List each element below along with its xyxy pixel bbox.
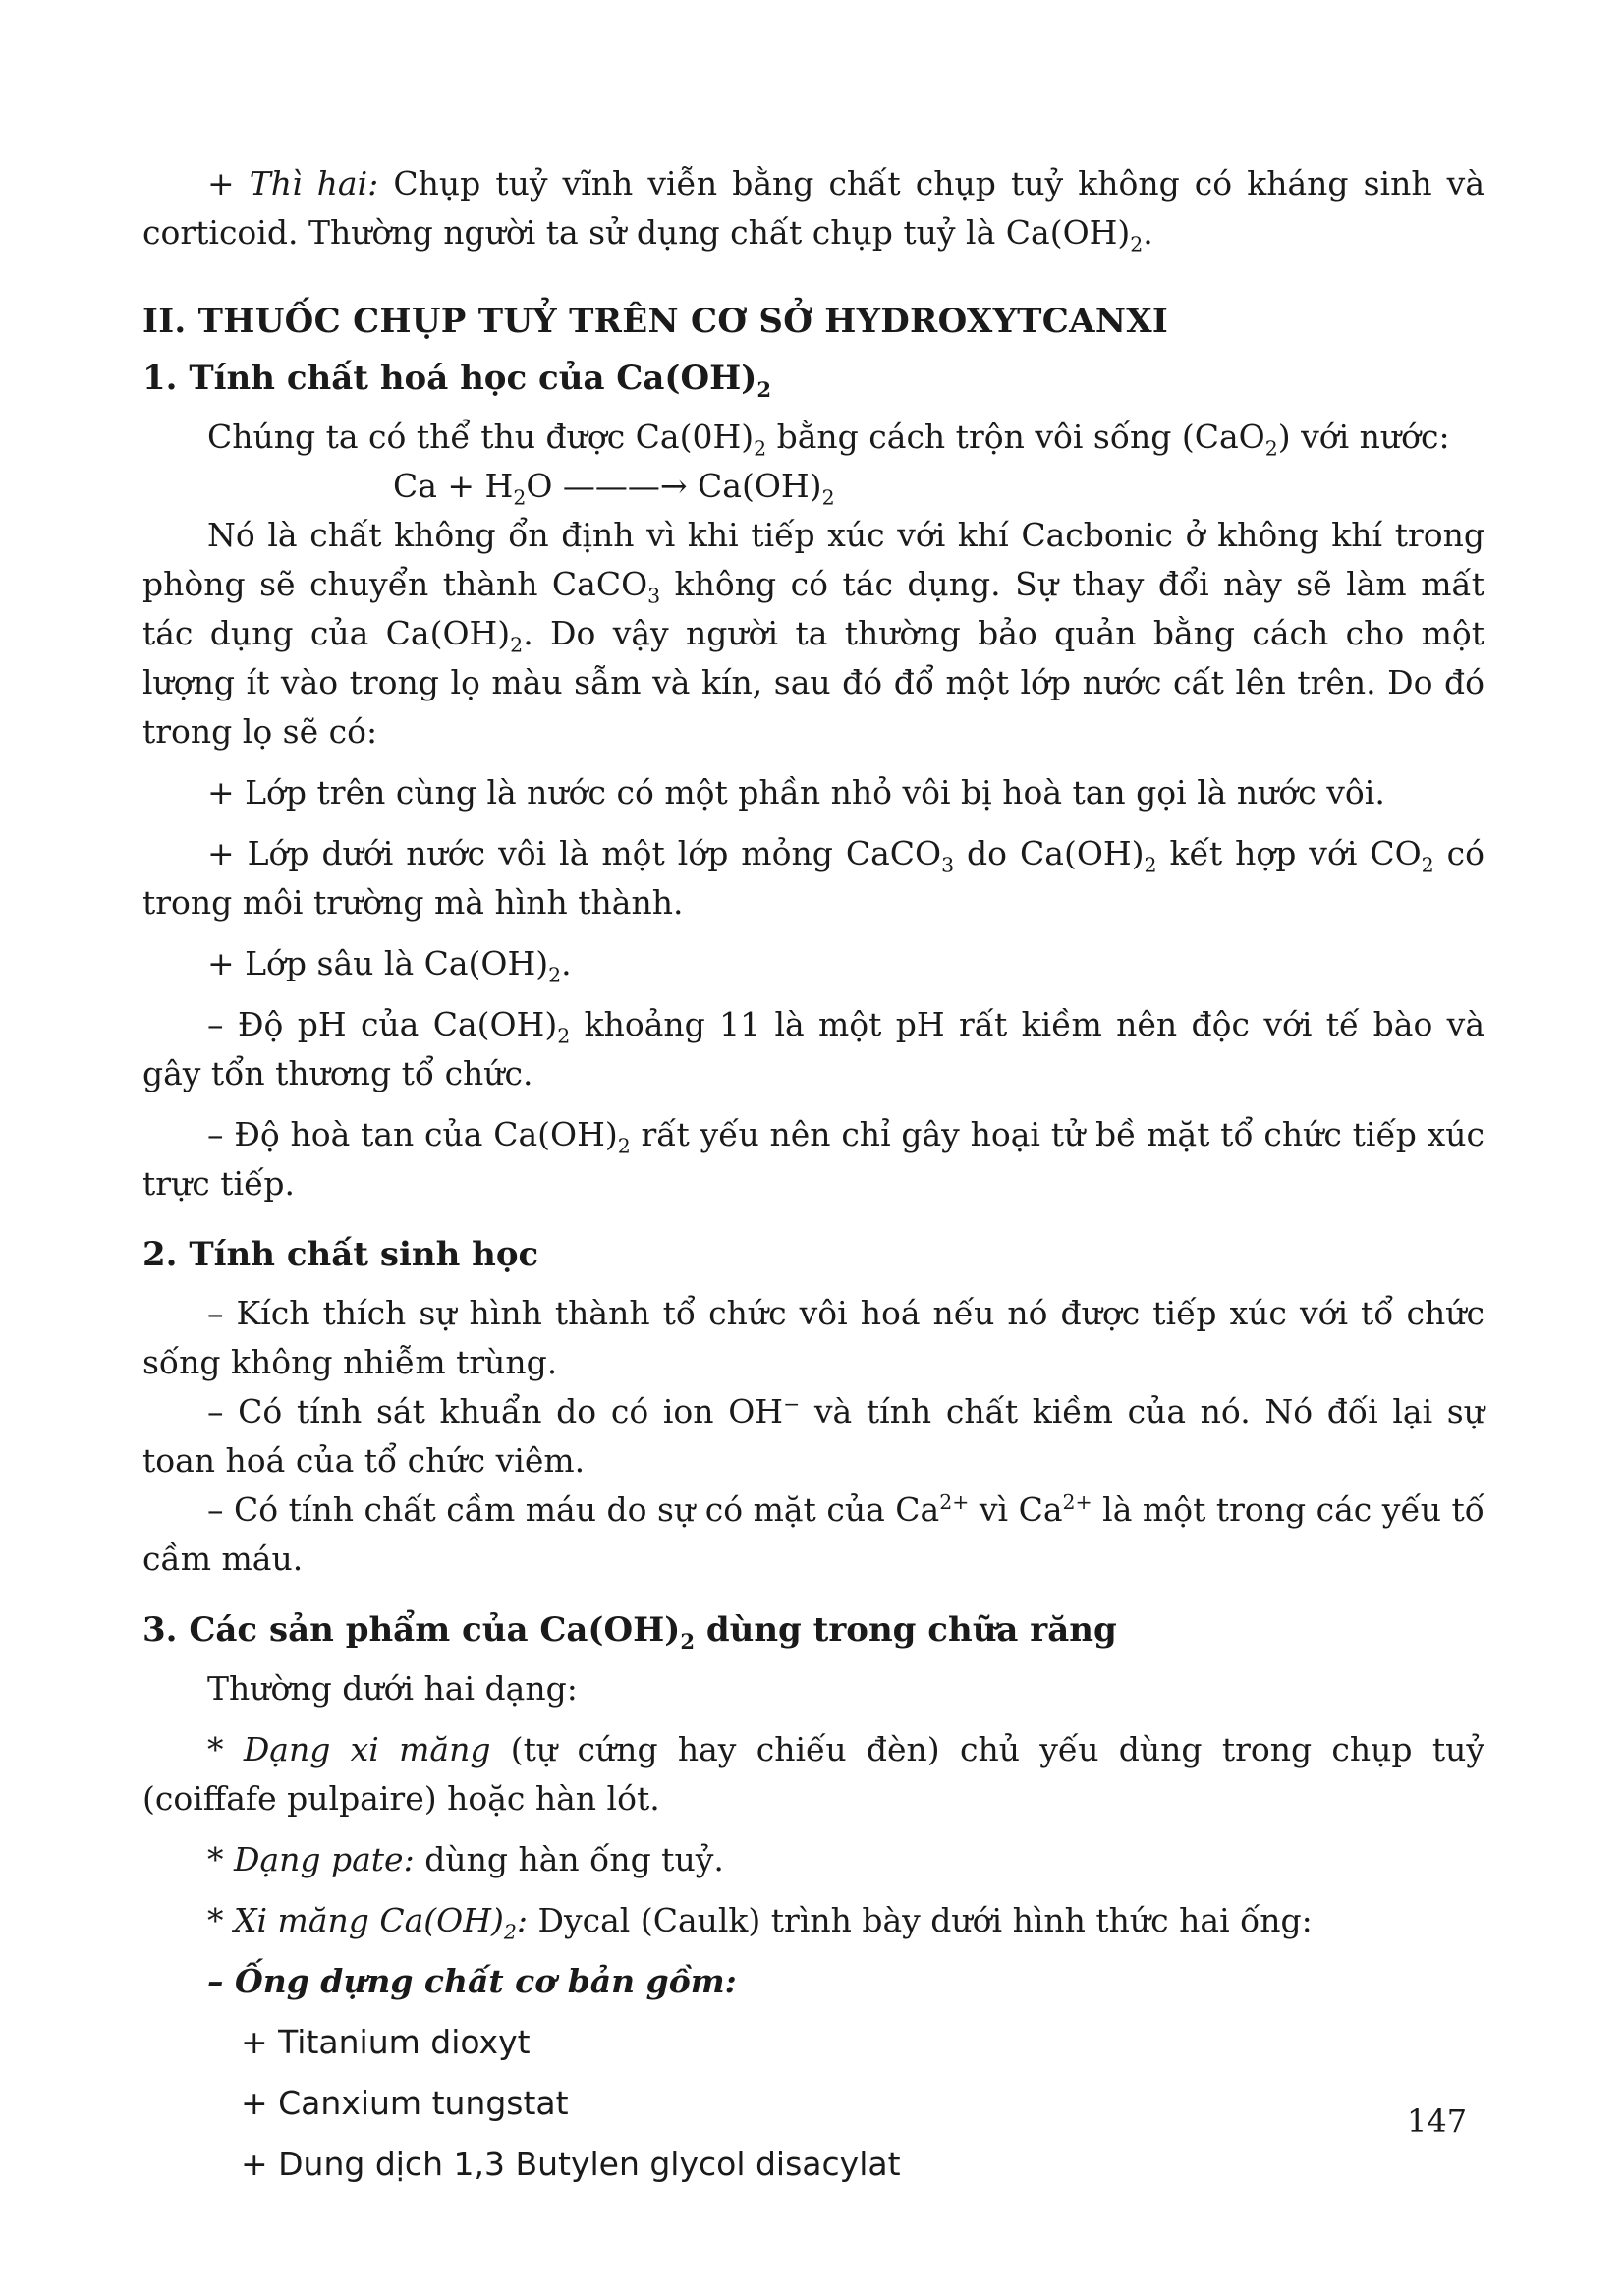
heading-2: 2. Tính chất sinh học: [142, 1235, 539, 1274]
paragraph: [142, 1725, 1484, 1823]
list-item: + Canxium tungstat: [241, 2084, 569, 2122]
paragraph: [142, 1387, 1484, 1485]
text: – Độ hoà tan của Ca(OH): [207, 1115, 618, 1153]
paragraph: [142, 1000, 1484, 1098]
text: Ca + H: [393, 467, 514, 505]
paragraph: – Kích thích sự hình thành tổ chức vôi hoá nếu nó được tiếp xúc với tổ chức sống không nhiễm trùng.: [142, 1294, 1484, 1381]
text: . Do vậy người ta thường bảo quản bằng cách cho một lượng ít vào trong lọ màu sẫm và kín, sau đó đổ một lớp nước cất lên trên. Do đó trong lọ sẽ có:: [142, 614, 1484, 751]
subscript: 2: [548, 963, 562, 987]
text: Chụp tuỷ vĩnh viễn bằng chất chụp tuỷ không có kháng sinh và corticoid. Thường người ta sử dụng chất chụp tuỷ là Ca(OH): [142, 164, 1485, 252]
text: có trong môi trường mà hình thành.: [142, 834, 1485, 922]
superscript: 2+: [1062, 1490, 1092, 1514]
paragraph-thi-hai: [142, 159, 1484, 257]
list-item: + Titanium dioxyt: [241, 2023, 531, 2061]
text: – Có tính sát khuẩn do có ion OH: [207, 1392, 784, 1430]
superscript: 2+: [939, 1490, 970, 1514]
text: không có tác dụng. Sự thay đổi này sẽ làm mất tác dụng của Ca(OH): [142, 565, 1484, 652]
text: rất yếu nên chỉ gây hoại tử bề mặt tổ chức tiếp xúc trực tiếp.: [142, 1115, 1484, 1203]
label-italic: Dạng xi măng: [243, 1730, 491, 1768]
text: – Độ pH của Ca(OH): [207, 1005, 558, 1043]
text: bằng cách trộn vôi sống (CaO: [766, 418, 1265, 456]
text: là một trong các yếu tố cầm máu.: [142, 1490, 1484, 1578]
subscript: 2: [617, 1134, 631, 1158]
text: dùng trong chữa răng: [695, 1610, 1117, 1650]
text: Chúng ta có thể thu được Ca(0H): [207, 418, 755, 456]
paragraph: [142, 413, 1484, 462]
paragraph: [142, 1896, 1484, 1945]
paragraph: [142, 1110, 1484, 1208]
list-item: + Dung dịch 1,3 Butylen glycol disacylat: [241, 2145, 901, 2183]
subscript: 2: [513, 485, 527, 510]
subscript: 2: [510, 633, 524, 657]
subscript: 2: [503, 1920, 517, 1944]
text: + Lớp sâu là Ca(OH): [207, 944, 549, 982]
subscript: 2: [756, 376, 771, 402]
chemical-equation: [142, 462, 1484, 511]
text: *: [207, 1901, 234, 1939]
text: ) với nước:: [1277, 418, 1450, 456]
heading-3: [142, 1605, 1484, 1654]
paragraph: [142, 939, 1484, 988]
text: Nó là chất không ổn định vì khi tiếp xúc với khí Cacbonic ở không khí trong phòng sẽ chuyển thành CaCO: [142, 516, 1484, 603]
text: .: [561, 944, 572, 982]
paragraph: [142, 829, 1484, 927]
text: kết hợp với CO: [1156, 834, 1422, 872]
subscript: 2: [680, 1628, 695, 1653]
paragraph: + Lớp trên cùng là nước có một phần nhỏ vôi bị hoà tan gọi là nước vôi.: [207, 773, 1385, 812]
text: + Lớp dưới nước vôi là một lớp mỏng CaCO: [207, 834, 942, 872]
text: O ———→ Ca(OH): [526, 467, 822, 505]
text: do Ca(OH): [954, 834, 1145, 872]
text: 3. Các sản phẩm của Ca(OH): [142, 1610, 681, 1650]
paragraph: Thường dưới hai dạng:: [207, 1669, 578, 1708]
paragraph: [142, 1485, 1484, 1584]
subscript: 3: [941, 853, 955, 877]
label-thi-hai: Thì hai:: [249, 164, 379, 202]
text: +: [207, 164, 250, 202]
text: *: [207, 1840, 234, 1878]
label-italic: Dạng pate:: [234, 1840, 415, 1878]
paragraph: [142, 511, 1484, 756]
section-title: II. THUỐC CHỤP TUỶ TRÊN CƠ SỞ HYDROXYTCANXI: [142, 302, 1169, 341]
text: – Có tính chất cầm máu do sự có mặt của Ca: [207, 1490, 940, 1529]
text: (tự cứng hay chiếu đèn) chủ yếu dùng trong chụp tuỷ (coiffafe pulpaire) hoặc hàn lót.: [142, 1730, 1484, 1818]
text: và tính chất kiềm của nó. Nó đối lại sự toan hoá của tổ chức viêm.: [142, 1392, 1484, 1480]
subscript: 2: [821, 485, 835, 510]
text: dùng hàn ống tuỷ.: [414, 1840, 724, 1878]
subscript: 2: [1264, 436, 1278, 461]
text: *: [207, 1730, 244, 1768]
superscript: −: [783, 1392, 801, 1416]
heading-1: [142, 354, 1484, 403]
page-number: 147: [1407, 2102, 1468, 2140]
page-content: [142, 159, 1484, 2189]
text: 1. Tính chất hoá học của Ca(OH): [142, 359, 757, 398]
subscript: 2: [557, 1024, 571, 1048]
subscript: 2: [754, 436, 767, 461]
text: vì Ca: [969, 1490, 1063, 1529]
text: khoảng 11 là một pH rất kiềm nên độc với tế bào và gây tổn thương tổ chức.: [142, 1005, 1485, 1092]
text: .: [1143, 213, 1153, 252]
paragraph: [142, 1835, 1484, 1884]
subscript: 2: [1130, 232, 1144, 256]
subscript: 2: [1144, 853, 1157, 877]
subscript: 3: [647, 584, 661, 608]
paragraph-bold-italic: – Ống dựng chất cơ bản gồm:: [207, 1962, 737, 2000]
label-italic: Xi măng Ca(OH): [234, 1901, 504, 1939]
subscript: 2: [1421, 853, 1434, 877]
label-italic: :: [516, 1901, 529, 1939]
text: Dycal (Caulk) trình bày dưới hình thức hai ống:: [528, 1901, 1313, 1939]
